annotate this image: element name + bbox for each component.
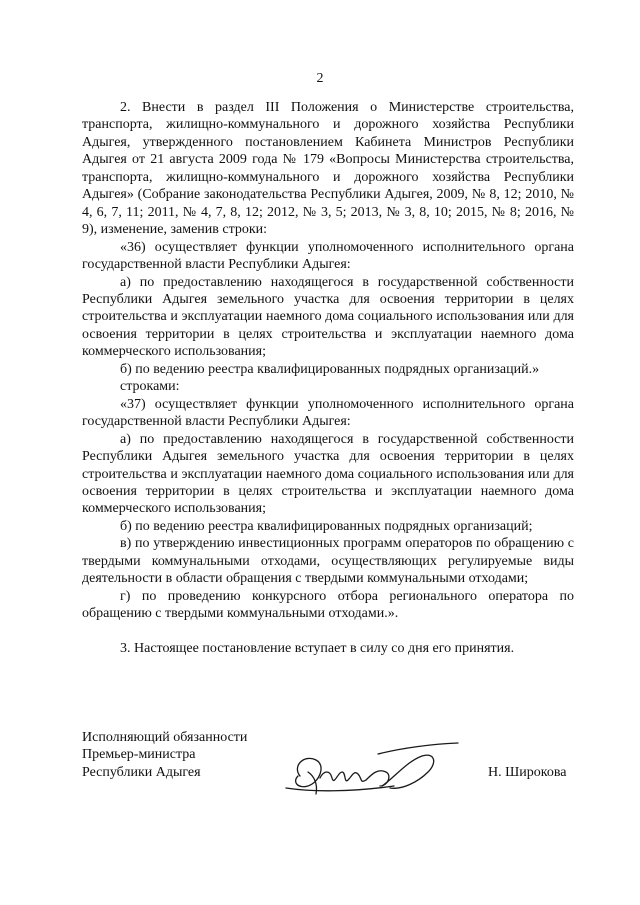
signatory-title: [82, 729, 247, 781]
paragraph-amendment-intro: 2. Внести в раздел III Положения о Министерстве строительства, транспорта, жилищно-коммунального и дорожного хозяйства Республики Адыгея, утвержденного постановлением Кабинета Министров Республики Адыгея от 21 августа 2009 года № 179 «Вопросы Министерства строительства, транспорта, жилищно-коммунального и дорожного хозяйства Республики Адыгея» (Собрание законодательства Республики Адыгея, 2009, № 8, 12; 2010, № 4, 6, 7, 11; 2011, № 4, 7, 8, 12; 2012, № 3, 5; 2013, № 3, 8, 10; 2015, № 8; 2016, № 9), изменение, заменив строки:: [82, 100, 574, 238]
paragraph-new-item-37-v: в) по утверждению инвестиционных программ операторов по обращению с твердыми коммунальными отходами, осуществляющих регулируемые виды деятельности в области обращения с твердыми коммунальными отходами;: [82, 536, 574, 587]
paragraph-old-item-36: «36) осуществляет функции уполномоченного исполнительного органа государственной власти Республики Адыгея:: [82, 239, 574, 273]
paragraph-replacement-label: строками:: [120, 379, 180, 395]
signer-name: Н. Широкова: [488, 765, 567, 780]
paragraph-new-item-37-g: г) по проведению конкурсного отбора регионального оператора по обращению с твердыми коммунальными отходами.».: [82, 588, 574, 622]
document-body: [82, 99, 574, 657]
page-number: 2: [316, 71, 324, 86]
paragraph-old-item-36-b: б) по ведению реестра квалифицированных подрядных организаций.»: [120, 361, 540, 377]
paragraph-new-item-37: «37) осуществляет функции уполномоченного исполнительного органа государственной власти Республики Адыгея:: [82, 396, 574, 430]
paragraph-new-item-37-a: а) по предоставлению находящегося в государственной собственности Республики Адыгея земельного участка для освоения территории в целях строительства и эксплуатации наемного дома социального использования или для освоения территории в целях строительства и эксплуатации наемного дома коммерческого использования;: [82, 431, 574, 517]
signatory-title-line: Республики Адыгея: [82, 764, 201, 780]
paragraph-effective-date: 3. Настоящее постановление вступает в силу со дня его принятия.: [120, 641, 515, 657]
paragraph-old-item-36-a: а) по предоставлению находящегося в государственной собственности Республики Адыгея земельного участка для освоения территории в целях строительства и эксплуатации наемного дома социального использования или для освоения территории в целях строительства и эксплуатации наемного дома коммерческого использования;: [82, 274, 574, 360]
signatory-title-line: Исполняющий обязанности: [82, 730, 248, 745]
handwritten-signature: [282, 742, 462, 804]
paragraph-new-item-37-b: б) по ведению реестра квалифицированных подрядных организаций;: [120, 518, 533, 534]
signatory-title-line: Премьер-министра: [82, 747, 196, 763]
